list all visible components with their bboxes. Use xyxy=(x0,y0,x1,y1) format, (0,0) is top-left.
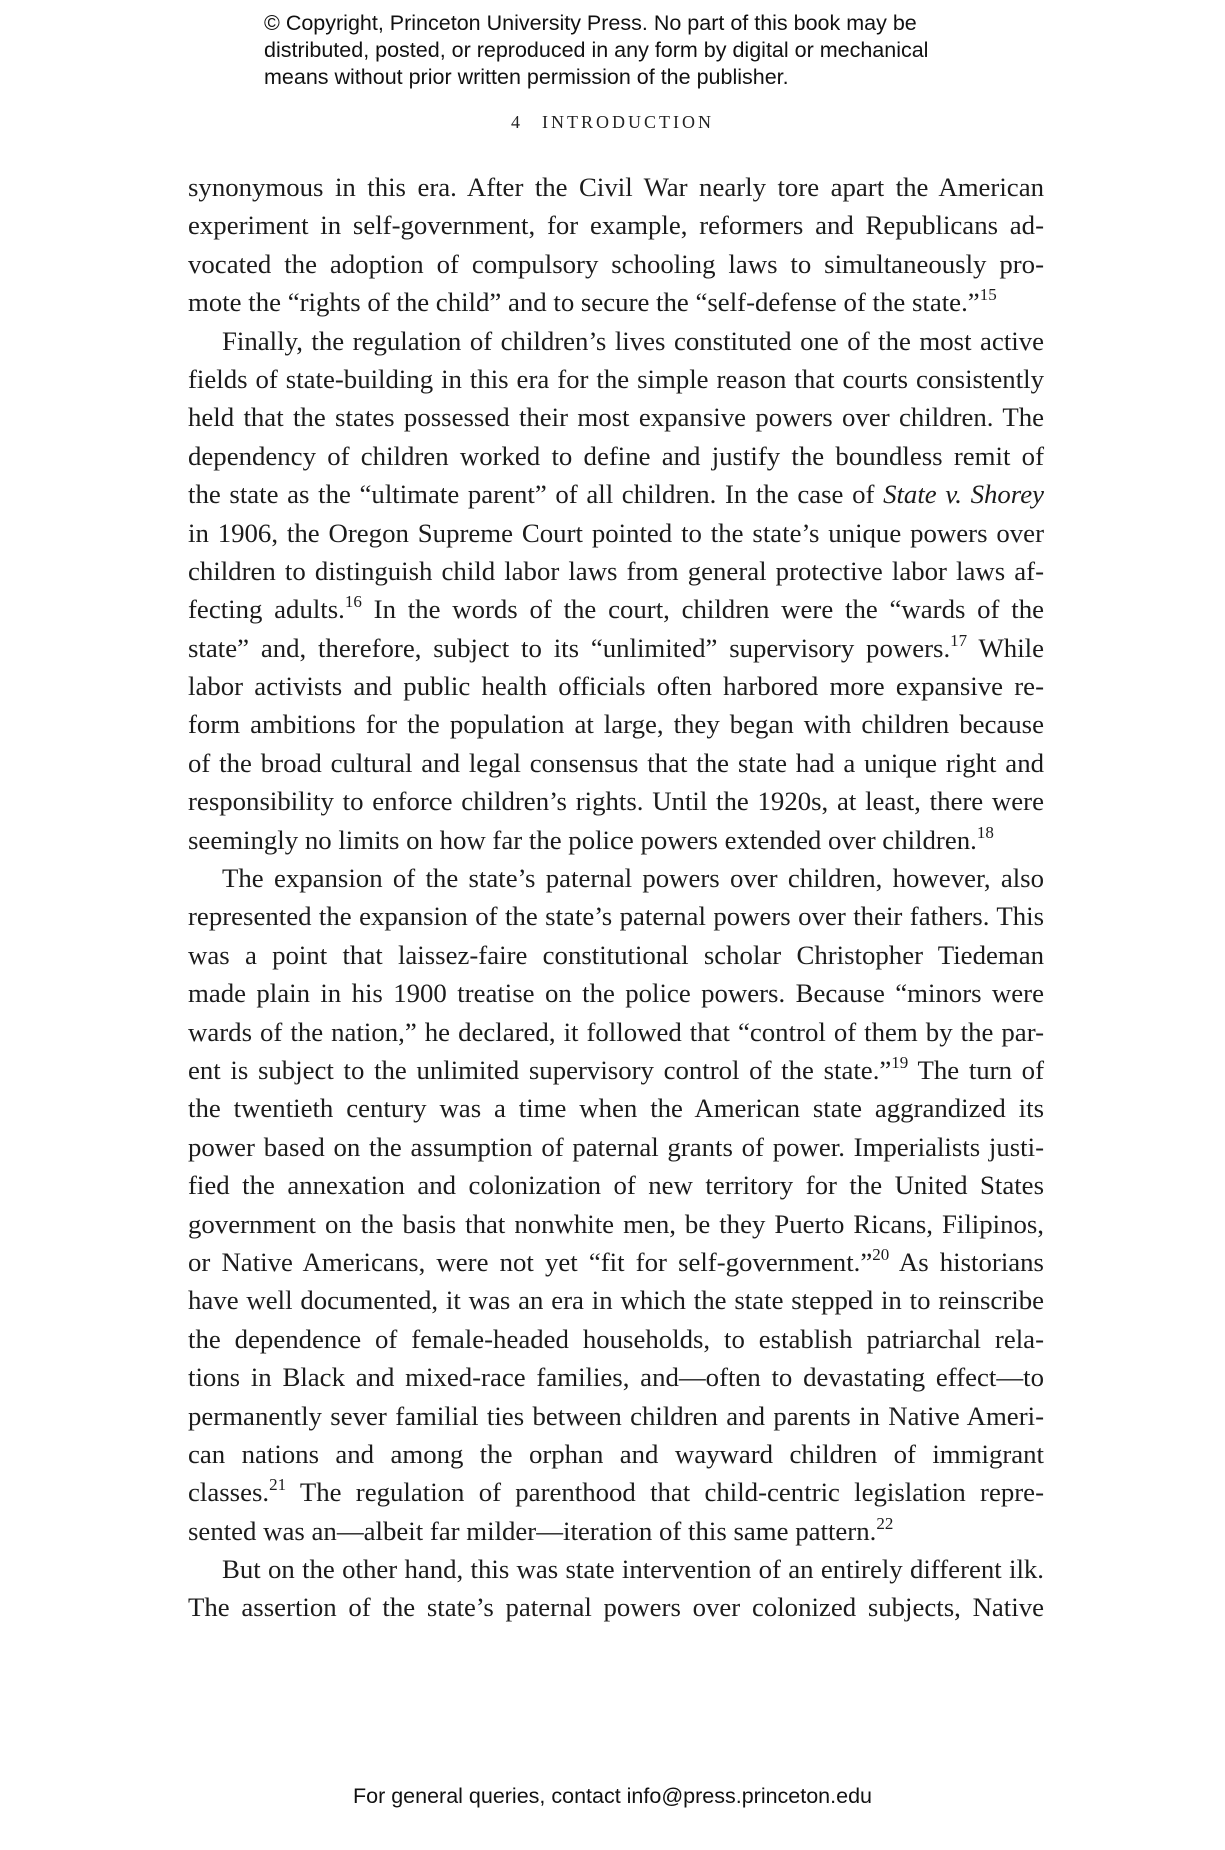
text-line xyxy=(188,1243,1044,1281)
text-line: have well documented, it was an era in which the state stepped in to reinscribe xyxy=(188,1285,1044,1316)
text-line: can nations and among the orphan and wayward children of immigrant xyxy=(188,1438,1044,1469)
text-line: vocated the adoption of compulsory schooling laws to simultaneously pro- xyxy=(188,248,1044,279)
text-fragment: The turn of xyxy=(908,1054,1044,1085)
copyright-notice xyxy=(264,10,1024,91)
text-line: The expansion of the state’s paternal powers over children, however, also xyxy=(222,863,1044,894)
text-line xyxy=(188,629,1044,667)
text-line: permanently sever familial ties between children and parents in Native Ameri- xyxy=(188,1400,1044,1431)
text-line xyxy=(188,475,1044,513)
footnote-marker: 20 xyxy=(872,1244,890,1264)
text-fragment: The regulation of parenthood that child-centric legislation repre- xyxy=(286,1477,1044,1508)
footnote-marker: 19 xyxy=(891,1052,909,1072)
text-line: was a point that laissez-faire constitutional scholar Christopher Tiedeman xyxy=(188,939,1044,970)
body-text xyxy=(188,168,1044,1627)
footnote-marker: 22 xyxy=(876,1513,894,1533)
text-line: responsibility to enforce children’s rights. Until the 1920s, at least, there were xyxy=(188,786,1044,817)
text-line: the dependence of female-headed households, to establish patriarchal rela- xyxy=(188,1323,1044,1354)
text-line: But on the other hand, this was state intervention of an entirely different ilk. xyxy=(222,1554,1044,1585)
text-fragment: ent is subject to the unlimited supervisory control of the state.” xyxy=(188,1054,892,1085)
text-line xyxy=(188,1512,1044,1550)
running-head xyxy=(0,112,1225,133)
text-line xyxy=(188,821,1044,859)
chapter-title: INTRODUCTION xyxy=(542,112,714,132)
text-line: synonymous in this era. After the Civil War nearly tore apart the American xyxy=(188,172,1044,202)
page-number: 4 xyxy=(511,112,520,132)
text-fragment: the state as the “ultimate parent” of all children. In the case of xyxy=(188,479,884,510)
text-fragment: fecting adults. xyxy=(188,594,345,625)
text-fragment: mote the “rights of the child” and to secure the “self-defense of the state.” xyxy=(188,287,980,318)
text-fragment: sented was an—albeit far milder—iteration of this same pattern. xyxy=(188,1515,877,1546)
text-line: of the broad cultural and legal consensus that the state had a unique right and xyxy=(188,747,1044,778)
text-fragment: As historians xyxy=(889,1246,1044,1277)
footnote-marker: 21 xyxy=(269,1475,287,1495)
text-line: fied the annexation and colonization of new territory for the United States xyxy=(188,1170,1044,1201)
text-fragment: or Native Americans, were not yet “fit for self-government.” xyxy=(188,1246,873,1277)
text-line: government on the basis that nonwhite men, be they Puerto Ricans, Filipinos, xyxy=(188,1208,1044,1239)
text-fragment: seemingly no limits on how far the police powers extended over children. xyxy=(188,824,977,855)
text-line xyxy=(188,590,1044,628)
copyright-line: means without prior written permission of the publisher. xyxy=(264,65,789,89)
text-line: form ambitions for the population at large, they began with children because xyxy=(188,709,1044,740)
text-line xyxy=(188,1473,1044,1511)
text-line: represented the expansion of the state’s paternal powers over their fathers. This xyxy=(188,901,1044,932)
text-line: dependency of children worked to define and justify the boundless remit of xyxy=(188,440,1044,471)
text-line: labor activists and public health officials often harbored more expansive re- xyxy=(188,671,1044,702)
text-line: made plain in his 1900 treatise on the police powers. Because “minors were xyxy=(188,978,1044,1009)
copyright-line: © Copyright, Princeton University Press. No part of this book may be xyxy=(264,11,917,35)
text-line: the twentieth century was a time when the American state aggrandized its xyxy=(188,1093,1044,1124)
text-fragment: state” and, therefore, subject to its “unlimited” supervisory powers. xyxy=(188,632,951,663)
text-line: wards of the nation,” he declared, it followed that “control of them by the par- xyxy=(188,1016,1044,1047)
copyright-line: distributed, posted, or reproduced in any form by digital or mechanical xyxy=(264,38,929,62)
text-line xyxy=(188,283,1044,321)
text-line: experiment in self-government, for example, reformers and Republicans ad- xyxy=(188,210,1044,241)
footnote-marker: 15 xyxy=(979,285,997,305)
footnote-marker: 16 xyxy=(344,592,362,612)
case-citation: State v. Shorey xyxy=(883,479,1045,510)
text-line: tions in Black and mixed-race families, and—often to devastating effect—to xyxy=(188,1362,1044,1393)
text-fragment: classes. xyxy=(188,1477,270,1508)
text-line: held that the states possessed their most expansive powers over children. The xyxy=(188,402,1044,433)
text-line: The assertion of the state’s paternal powers over colonized subjects, Native xyxy=(188,1592,1044,1623)
text-line: children to distinguish child labor laws from general protective labor laws af- xyxy=(188,555,1044,586)
text-line: in 1906, the Oregon Supreme Court pointed to the state’s unique powers over xyxy=(188,517,1044,548)
footer-contact: For general queries, contact info@press.princeton.edu xyxy=(352,1784,872,1808)
footnote-marker: 18 xyxy=(976,822,994,842)
footnote-marker: 17 xyxy=(950,630,968,650)
text-line: Finally, the regulation of children’s lives constituted one of the most active xyxy=(222,325,1044,356)
text-fragment: While xyxy=(967,632,1044,663)
text-line: power based on the assumption of paternal grants of power. Imperialists justi- xyxy=(188,1131,1044,1162)
text-line: fields of state-building in this era for the simple reason that courts consistently xyxy=(188,363,1044,394)
text-fragment: In the words of the court, children were the “wards of the xyxy=(361,594,1044,625)
text-line xyxy=(188,1051,1044,1089)
